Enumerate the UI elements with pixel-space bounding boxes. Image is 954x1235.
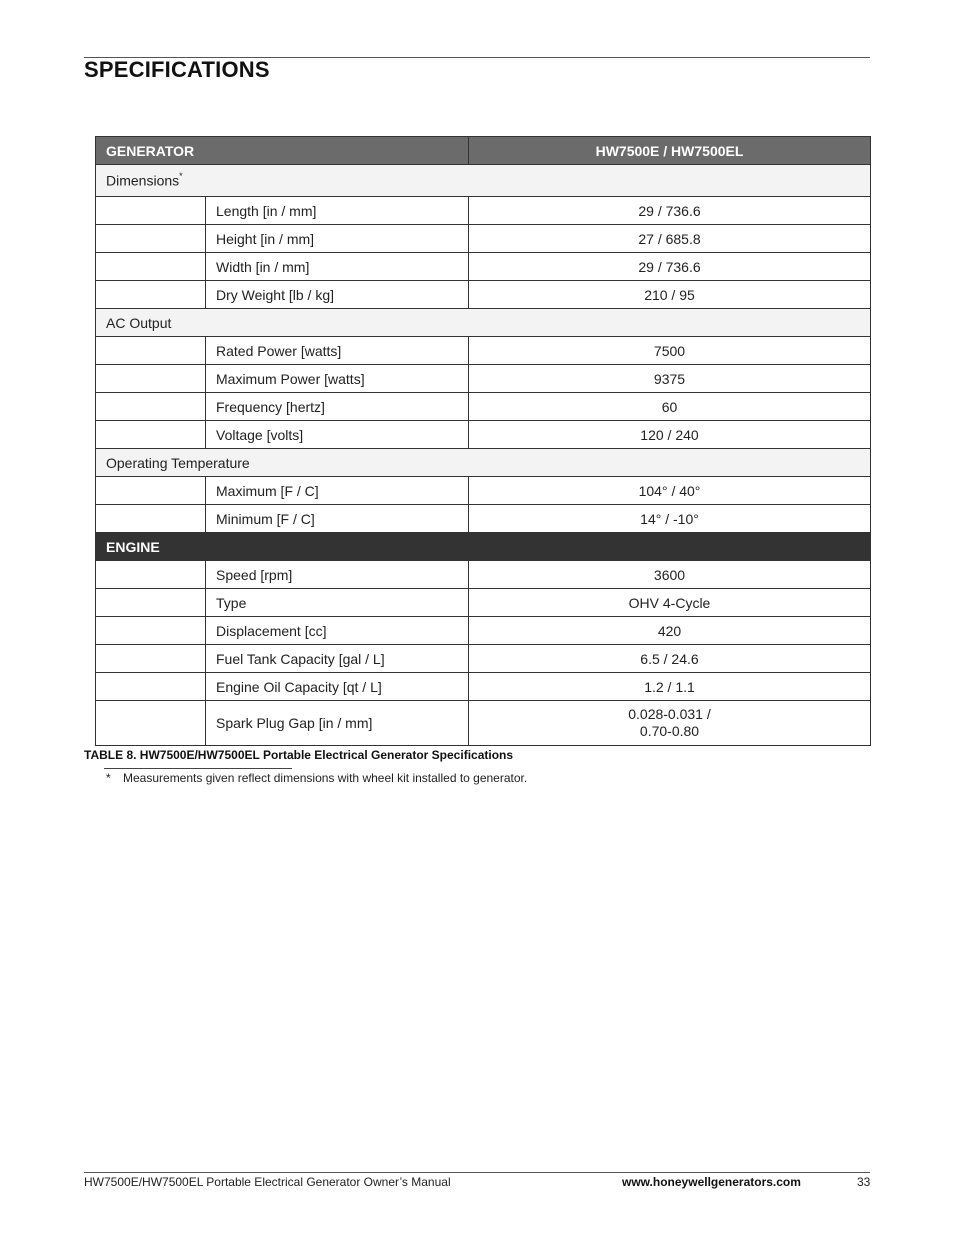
table-row — [96, 421, 871, 449]
table-row — [96, 281, 871, 309]
row-label: Minimum [F / C] — [206, 505, 469, 533]
table-row — [96, 645, 871, 673]
row-label: Height [in / mm] — [206, 225, 469, 253]
row-label: Width [in / mm] — [206, 253, 469, 281]
table-row — [96, 225, 871, 253]
footer-url: www.honeywellgenerators.com — [622, 1175, 801, 1189]
table-row — [96, 197, 871, 225]
footnote-marker: * — [179, 171, 183, 182]
row-label: Type — [206, 589, 469, 617]
row-label: Displacement [cc] — [206, 617, 469, 645]
table-row — [96, 253, 871, 281]
section-row-operating-temperature — [96, 449, 871, 477]
table-caption: TABLE 8. HW7500E/HW7500EL Portable Electrical Generator Specifications — [84, 748, 514, 762]
row-value: 210 / 95 — [469, 281, 871, 309]
row-value: 27 / 685.8 — [469, 225, 871, 253]
row-value: 29 / 736.6 — [469, 253, 871, 281]
row-label: Dry Weight [lb / kg] — [206, 281, 469, 309]
row-value: 14° / -10° — [469, 505, 871, 533]
section-label: Operating Temperature — [96, 449, 871, 477]
row-label: Rated Power [watts] — [206, 337, 469, 365]
row-label: Length [in / mm] — [206, 197, 469, 225]
table-row — [96, 673, 871, 701]
row-label: Fuel Tank Capacity [gal / L] — [206, 645, 469, 673]
row-value: 60 — [469, 393, 871, 421]
table-row — [96, 393, 871, 421]
page-number: 33 — [857, 1175, 871, 1189]
table-row — [96, 701, 871, 746]
table-row — [96, 561, 871, 589]
footnote — [106, 771, 527, 785]
specifications-table — [95, 136, 871, 746]
bottom-rule — [84, 1172, 870, 1173]
row-value: 6.5 / 24.6 — [469, 645, 871, 673]
row-label: Speed [rpm] — [206, 561, 469, 589]
footnote-text: Measurements given reflect dimensions with wheel kit installed to generator. — [123, 771, 528, 785]
section-row-ac-output — [96, 309, 871, 337]
row-value: 29 / 736.6 — [469, 197, 871, 225]
row-label: Maximum [F / C] — [206, 477, 469, 505]
row-value: OHV 4-Cycle — [469, 589, 871, 617]
row-value: 1.2 / 1.1 — [469, 673, 871, 701]
section-label: Dimensions* — [96, 165, 871, 197]
table-row — [96, 337, 871, 365]
table-row — [96, 505, 871, 533]
footer-manual-title: HW7500E/HW7500EL Portable Electrical Generator Owner’s Manual — [84, 1175, 451, 1189]
footnote-rule — [104, 768, 292, 769]
row-value: 9375 — [469, 365, 871, 393]
row-value-line: 0.028-0.031 / — [628, 706, 711, 722]
section-label: AC Output — [96, 309, 871, 337]
page-title: SPECIFICATIONS — [84, 57, 270, 82]
table-row — [96, 365, 871, 393]
footnote-mark: * — [106, 771, 111, 785]
table-row — [96, 617, 871, 645]
row-value: 120 / 240 — [469, 421, 871, 449]
row-value-line: 0.70-0.80 — [639, 723, 700, 739]
row-label: Spark Plug Gap [in / mm] — [206, 701, 469, 746]
row-value: 420 — [469, 617, 871, 645]
row-label: Engine Oil Capacity [qt / L] — [206, 673, 469, 701]
row-label: Voltage [volts] — [206, 421, 469, 449]
section-label: ENGINE — [96, 533, 871, 561]
row-label: Maximum Power [watts] — [206, 365, 469, 393]
row-label: Frequency [hertz] — [206, 393, 469, 421]
row-value: 104° / 40° — [469, 477, 871, 505]
row-value — [469, 701, 871, 746]
section-row-engine — [96, 533, 871, 561]
table-row — [96, 589, 871, 617]
section-row-dimensions — [96, 165, 871, 197]
row-value: 7500 — [469, 337, 871, 365]
table-header-row — [96, 137, 871, 165]
row-value: 3600 — [469, 561, 871, 589]
header-generator: GENERATOR — [96, 137, 469, 165]
header-model: HW7500E / HW7500EL — [469, 137, 871, 165]
table-row — [96, 477, 871, 505]
